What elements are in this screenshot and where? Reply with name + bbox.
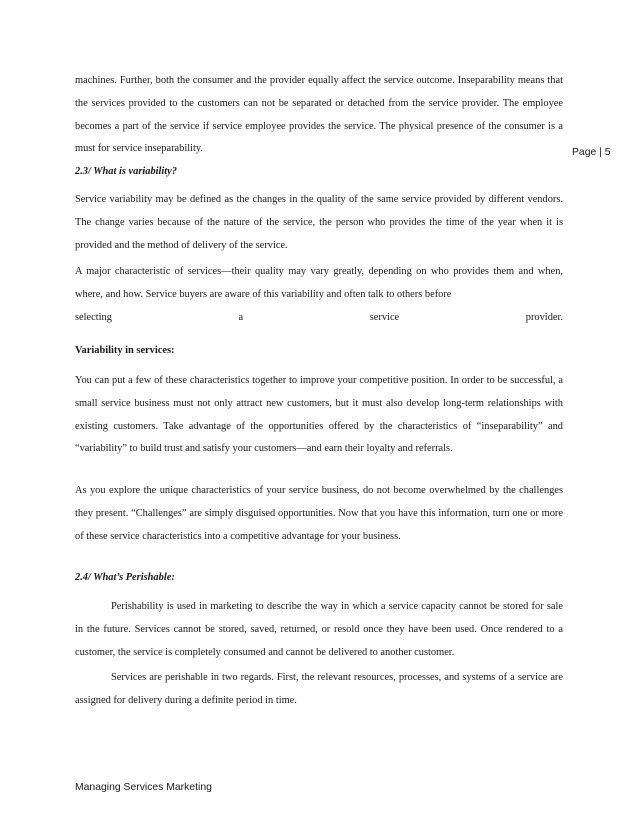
paragraph-text: A major characteristic of services—their quality may vary greatly, depending on who provides them and when, where, and how. Service buyers are aware of this variability and often talk to others before bbox=[75, 266, 563, 300]
paragraph-last-line bbox=[75, 307, 563, 330]
paragraph-variability-characteristic bbox=[75, 261, 563, 329]
heading-variability bbox=[75, 161, 563, 184]
paragraph-text: Service variability may be defined as the changes in the quality of the same service provided by different vendors. The change varies because of the nature of the service, the person who provides the time of the year when it is provided and the method of delivery of the service. bbox=[75, 194, 563, 251]
page-footer: Managing Services Marketing bbox=[75, 782, 212, 793]
paragraph-perishable-regards bbox=[75, 667, 563, 713]
word: selecting bbox=[75, 311, 112, 323]
paragraph-inseparability bbox=[75, 70, 563, 161]
paragraph-text: Services are perishable in two regards. First, the relevant resources, processes, and systems of a service are assigned for delivery during a definite period in time. bbox=[75, 672, 563, 706]
paragraph-text: machines. Further, both the consumer and the provider equally affect the service outcome. Inseparability means that the services provided to the customers can not be separated or detached from the service provider. The employee becomes a part of the service if service employee provides the service. The physical presence of the consumer is a must for service inseparability. bbox=[75, 75, 563, 155]
section-heading: 2.4/ What’s Perishable: bbox=[75, 572, 175, 583]
section-heading: 2.3/ What is variability? bbox=[75, 166, 177, 177]
section-heading: Variability in services: bbox=[75, 345, 175, 356]
paragraph-variability-definition bbox=[75, 189, 563, 257]
heading-variability-in-services bbox=[75, 340, 563, 363]
word: service bbox=[369, 311, 400, 323]
page-number: Page | 5 bbox=[572, 147, 611, 158]
paragraph-text: You can put a few of these characteristics together to improve your competitive position. In order to be successful, a small service business must not only attract new customers, but it must also develop long-term relationships with existing customers. Take advantage of the opportunities offered by the characteristics of “inseparability” and “variability” to build trust and satisfy your customers—and earn their loyalty and referrals. bbox=[75, 375, 563, 455]
word: provider. bbox=[525, 311, 563, 323]
paragraph-perishability bbox=[75, 596, 563, 664]
paragraph-competitive-position bbox=[75, 370, 563, 461]
heading-perishable bbox=[75, 567, 563, 590]
paragraph-text: Perishability is used in marketing to describe the way in which a service capacity cannot be stored for sale in the future. Services cannot be stored, saved, returned, or resold once they have been used. Once rendered to a customer, the service is completely consumed and cannot be delivered to another customer. bbox=[75, 601, 563, 658]
paragraph-challenges bbox=[75, 480, 563, 548]
paragraph-text: As you explore the unique characteristics of your service business, do not become overwhelmed by the challenges they present. “Challenges” are simply disguised opportunities. Now that you have this information, turn one or more of these service characteristics into a competitive advantage for your business. bbox=[75, 485, 563, 542]
word: a bbox=[238, 311, 244, 323]
